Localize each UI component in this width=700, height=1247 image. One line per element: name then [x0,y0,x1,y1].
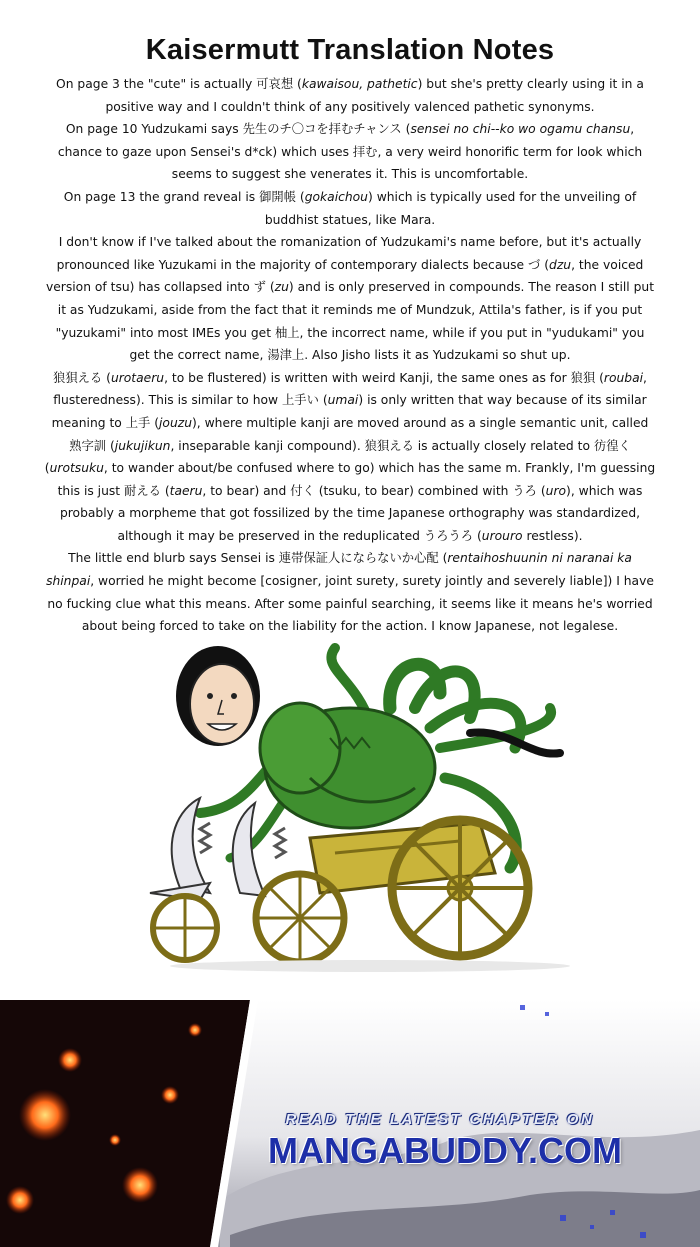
promo-site-link[interactable]: MANGABUDDY.COM [268,1130,622,1171]
promo-tagline[interactable]: READ THE LATEST CHAPTER ON [285,1111,595,1128]
note-paragraph: I don't know if I've talked about the romanization of Yudzukami's name before, but it's actually pronounced like Yuzukami in the majority of contemporary dialects because づ (dzu, the voiced version of tsu) has collapsed into ず (zu) and is only preserved in compounds. The reason I still put it as Yudzukami, aside from the fact that it reminds me of Mundzuk, Attila's father, is if you put "yuzukami" into most IMEs you get 柚上, the incorrect name, while if you put in "yudukami" you get the correct name, 湯津上. Also Jisho lists it as Yudzukami so shut up. [45,235,655,363]
note-paragraph: The little end blurb says Sensei is 連帯保証人にならないか心配 (rentaihoshuunin ni naranai ka shinpai, worried he might become [cosigner, joint surety, surety jointly and severely liable]) I have no fucking clue what this means. After some painful searching, it seems like it means he's worried about being forced to take on the liability for the action. I know Japanese, not legalese. [46,551,654,634]
note-paragraph: On page 13 the grand reveal is 御開帳 (gokaichou) which is typically used for the unveiling of buddhist statues, like Mara. [63,189,637,227]
note-paragraph: On page 3 the "cute" is actually 可哀想 (kawaisou, pathetic) but she's pretty clearly using it in a positive way and I couldn't think of any positively valenced pathetic synonyms. [56,77,644,114]
note-paragraph: On page 10 Yudzukami says 先生のチ〇コを拝むチャンス (sensei no chi--ko wo ogamu chansu, chance to gaze upon Sensei's d*ck) which uses 拝む, a very weird honorific term for look which seems to suggest she venerates it. This is uncomfortable. [57,122,643,182]
creature-chariot-illustration [140,638,580,978]
note-paragraph: 狼狽える (urotaeru, to be flustered) is written with weird Kanji, the same ones as for 狼狽 (roubai, flusteredness). This is similar to how 上手い (umai) is only written that way because of its similar meaning to 上手 (jouzu), where multiple kanji are moved around as a single semantic unit, called 熟字訓 (jukujikun, inseparable kanji compound). 狼狽える is actually closely related to 彷徨く (urotsuku, to wander about/be confused where to go) which has the same m. Frankly, I'm guessing this is just 耐える (taeru, to bear) and 付く (tsuku, to bear) combined with うろ (uro), which was probably a morpheme that got fossilized by the time Japanese orthography was standardized, although it may be preserved in the reduplicated うろうろ (urouro restless). [44,370,656,543]
page-title: Kaisermutt Translation Notes [145,34,555,66]
notes-body [44,73,656,638]
